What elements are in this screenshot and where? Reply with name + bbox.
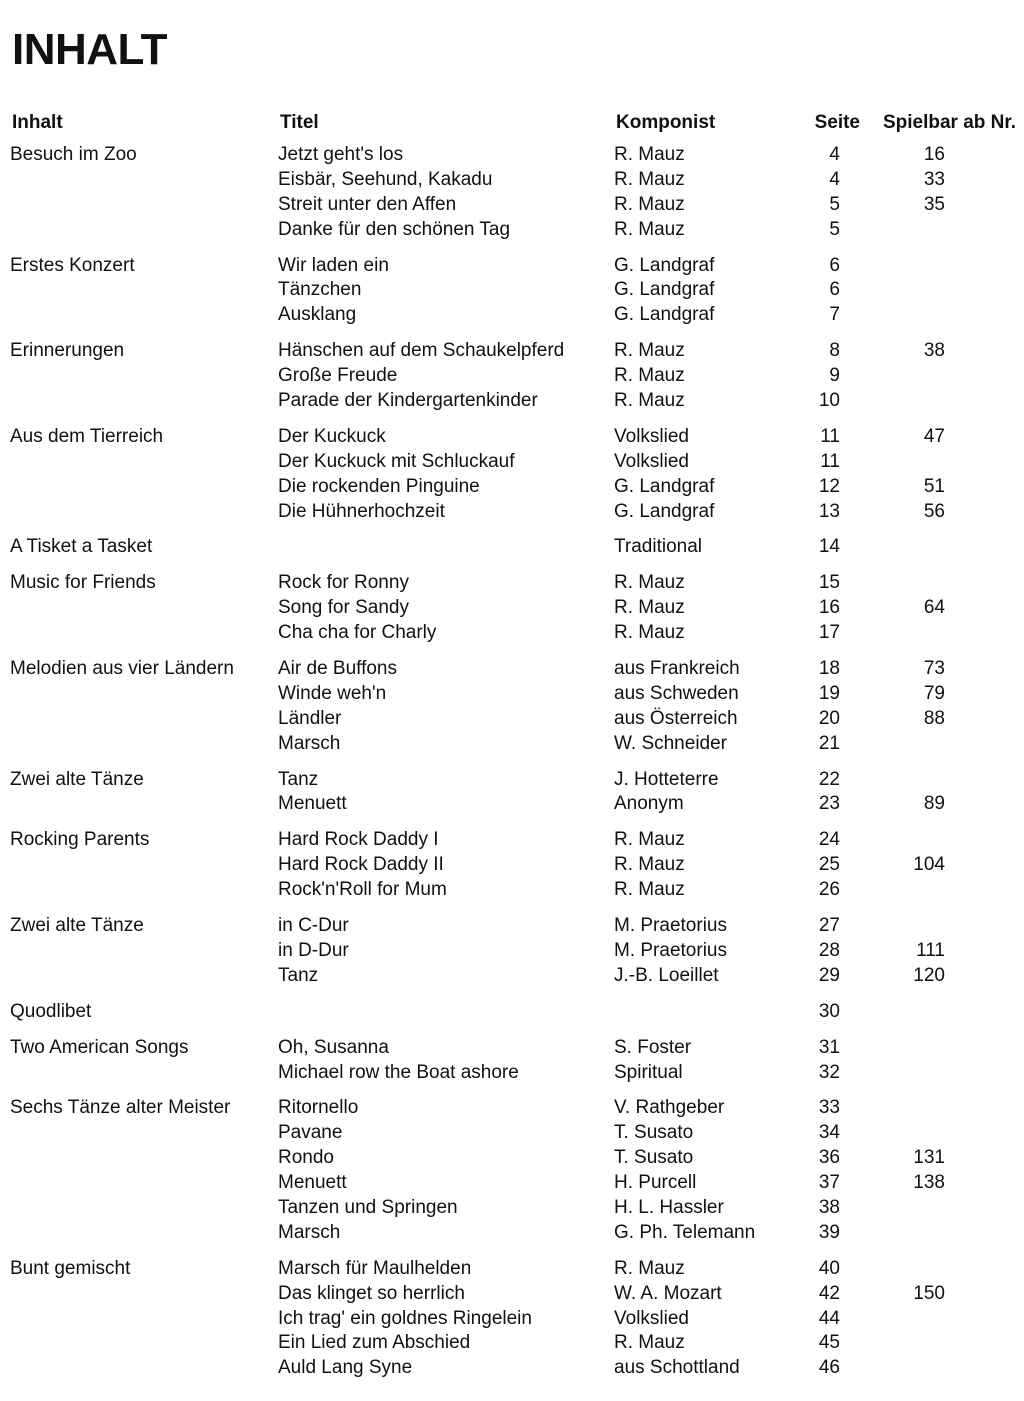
page-number: 33: [818, 1097, 840, 1119]
page-number: 14: [818, 536, 840, 558]
composer-name: H. L. Hassler: [614, 1196, 724, 1218]
playable-from-number: 138: [913, 1172, 945, 1194]
page-number: 42: [818, 1282, 840, 1304]
table-row: [0, 339, 1024, 364]
playable-from-number: 79: [923, 682, 945, 704]
toc-group: [0, 1096, 1024, 1245]
section-name: A Tisket a Tasket: [10, 536, 153, 558]
table-row: [0, 914, 1024, 939]
page-number: 6: [829, 279, 840, 301]
composer-name: R. Mauz: [614, 829, 685, 851]
composer-name: G. Landgraf: [614, 254, 715, 276]
page-number: 26: [818, 879, 840, 901]
playable-from-number: 111: [916, 939, 945, 961]
table-row: [0, 964, 1024, 989]
toc-group: [0, 768, 1024, 818]
table-row: [0, 450, 1024, 475]
toc-group: [0, 143, 1024, 243]
table-row: [0, 853, 1024, 878]
piece-title: Menuett: [278, 1172, 347, 1194]
table-row: [0, 596, 1024, 621]
page-number: 12: [818, 475, 840, 497]
column-header-section: Inhalt: [12, 112, 63, 133]
piece-title: Ausklang: [278, 304, 357, 326]
page-number: 11: [820, 425, 840, 447]
piece-title: Der Kuckuck mit Schluckauf: [278, 450, 515, 472]
page-number: 7: [829, 304, 840, 326]
piece-title: Menuett: [278, 793, 347, 815]
piece-title: Rondo: [278, 1147, 334, 1169]
composer-name: R. Mauz: [614, 365, 685, 387]
composer-name: Volkslied: [614, 1307, 689, 1329]
composer-name: R. Mauz: [614, 572, 685, 594]
page-number: 5: [829, 218, 840, 240]
piece-title: Danke für den schönen Tag: [278, 218, 511, 240]
toc-group: [0, 571, 1024, 646]
page-number: 10: [818, 390, 840, 412]
composer-name: Spiritual: [614, 1061, 683, 1083]
composer-name: aus Österreich: [614, 707, 738, 729]
piece-title: Die rockenden Pinguine: [278, 475, 480, 497]
composer-name: T. Susato: [614, 1147, 694, 1169]
table-row: [0, 707, 1024, 732]
piece-title: Rock for Ronny: [278, 572, 409, 594]
table-row: [0, 1146, 1024, 1171]
page-number: 22: [818, 768, 840, 790]
toc-group: [0, 535, 1024, 560]
page-number: 32: [818, 1061, 840, 1083]
section-name: Zwei alte Tänze: [10, 768, 144, 790]
playable-from-number: 56: [923, 500, 945, 522]
toc-group: [0, 1257, 1024, 1381]
page-number: 23: [818, 793, 840, 815]
page-number: 46: [818, 1357, 840, 1379]
piece-title: Air de Buffons: [278, 658, 398, 680]
table-row: [0, 500, 1024, 525]
piece-title: Ich trag' ein goldnes Ringelein: [278, 1307, 532, 1329]
piece-title: Hard Rock Daddy I: [278, 829, 439, 851]
section-name: Quodlibet: [10, 1000, 92, 1022]
playable-from-number: 89: [923, 793, 945, 815]
page-number: 34: [818, 1122, 840, 1144]
table-row: [0, 168, 1024, 193]
playable-from-number: 47: [923, 425, 945, 447]
piece-title: Auld Lang Syne: [278, 1357, 413, 1379]
piece-title: Oh, Susanna: [278, 1036, 389, 1058]
playable-from-number: 64: [923, 597, 945, 619]
section-name: Two American Songs: [10, 1036, 189, 1058]
page-number: 30: [818, 1000, 840, 1022]
piece-title: Die Hühnerhochzeit: [278, 500, 445, 522]
composer-name: R. Mauz: [614, 340, 685, 362]
playable-from-number: 131: [913, 1147, 945, 1169]
page-number: 39: [818, 1221, 840, 1243]
page-number: 45: [818, 1332, 840, 1354]
section-name: Melodien aus vier Ländern: [10, 658, 234, 680]
table-row: [0, 1061, 1024, 1086]
playable-from-number: 104: [913, 854, 945, 876]
piece-title: Ritornello: [278, 1097, 359, 1119]
page-number: 27: [818, 915, 840, 937]
page-number: 24: [818, 829, 840, 851]
toc-group: [0, 254, 1024, 329]
piece-title: Michael row the Boat ashore: [278, 1061, 519, 1083]
toc-group: [0, 657, 1024, 757]
table-row: [0, 254, 1024, 279]
page-number: 6: [829, 254, 840, 276]
composer-name: T. Susato: [614, 1122, 694, 1144]
table-row: [0, 218, 1024, 243]
table-row: [0, 389, 1024, 414]
toc-group: [0, 914, 1024, 989]
table-row: [0, 732, 1024, 757]
piece-title: Jetzt geht's los: [278, 144, 404, 165]
page-number: 4: [829, 168, 840, 190]
page-number: 36: [818, 1147, 840, 1169]
composer-name: Traditional: [614, 536, 703, 558]
table-row: [0, 1257, 1024, 1282]
composer-name: S. Foster: [614, 1036, 692, 1058]
composer-name: aus Schweden: [614, 682, 739, 704]
composer-name: M. Praetorius: [614, 915, 727, 937]
toc-group: [0, 1036, 1024, 1086]
page-number: 9: [829, 365, 840, 387]
playable-from-number: 35: [923, 193, 945, 215]
piece-title: Tänzchen: [278, 279, 362, 301]
composer-name: R. Mauz: [614, 1332, 685, 1354]
table-row: [0, 143, 1024, 168]
page-number: 37: [818, 1172, 840, 1194]
table-row: [0, 1121, 1024, 1146]
table-row: [0, 535, 1024, 560]
composer-name: G. Landgraf: [614, 475, 715, 497]
playable-from-number: 51: [923, 475, 945, 497]
section-name: Zwei alte Tänze: [10, 915, 144, 937]
composer-name: R. Mauz: [614, 144, 685, 165]
table-of-contents: [0, 143, 1024, 1392]
table-row: [0, 1196, 1024, 1221]
section-name: Music for Friends: [10, 572, 156, 594]
toc-group: [0, 1000, 1024, 1025]
composer-name: Volkslied: [614, 425, 689, 447]
page-number: 44: [818, 1307, 840, 1329]
table-row: [0, 303, 1024, 328]
section-name: Besuch im Zoo: [10, 144, 137, 165]
composer-name: H. Purcell: [614, 1172, 697, 1194]
table-row: [0, 364, 1024, 389]
page-number: 13: [818, 500, 840, 522]
page-number: 31: [818, 1036, 840, 1058]
page-number: 25: [818, 854, 840, 876]
piece-title: Tanzen und Springen: [278, 1196, 458, 1218]
piece-title: Pavane: [278, 1122, 343, 1144]
piece-title: Marsch für Maulhelden: [278, 1257, 472, 1279]
piece-title: Song for Sandy: [278, 597, 409, 619]
playable-from-number: 150: [913, 1282, 945, 1304]
table-row: [0, 939, 1024, 964]
table-row: [0, 1331, 1024, 1356]
composer-name: G. Landgraf: [614, 500, 715, 522]
playable-from-number: 88: [923, 707, 945, 729]
piece-title: Marsch: [278, 1221, 341, 1243]
table-row: [0, 768, 1024, 793]
page-number: 15: [818, 572, 840, 594]
piece-title: Große Freude: [278, 365, 398, 387]
page-number: 11: [820, 450, 840, 472]
composer-name: aus Frankreich: [614, 658, 740, 680]
composer-name: R. Mauz: [614, 218, 685, 240]
piece-title: Wir laden ein: [278, 254, 389, 276]
composer-name: R. Mauz: [614, 390, 685, 412]
page-number: 19: [818, 682, 840, 704]
table-row: [0, 425, 1024, 450]
table-row: [0, 1036, 1024, 1061]
composer-name: aus Schottland: [614, 1357, 740, 1379]
table-row: [0, 571, 1024, 596]
composer-name: Volkslied: [614, 450, 689, 472]
composer-name: V. Rathgeber: [614, 1097, 725, 1119]
page-number: 18: [818, 658, 840, 680]
composer-name: G. Landgraf: [614, 279, 715, 301]
piece-title: Hänschen auf dem Schaukelpferd: [278, 340, 565, 362]
column-header-composer: Komponist: [616, 112, 716, 133]
piece-title: Parade der Kindergartenkinder: [278, 390, 538, 412]
section-name: Rocking Parents: [10, 829, 150, 851]
section-name: Bunt gemischt: [10, 1257, 131, 1279]
piece-title: Das klinget so herrlich: [278, 1282, 465, 1304]
composer-name: M. Praetorius: [614, 939, 727, 961]
section-name: Erstes Konzert: [10, 254, 135, 276]
table-row: [0, 657, 1024, 682]
composer-name: G. Landgraf: [614, 304, 715, 326]
table-row: [0, 1221, 1024, 1246]
page-number: 28: [818, 939, 840, 961]
composer-name: R. Mauz: [614, 879, 685, 901]
composer-name: R. Mauz: [614, 168, 685, 190]
section-name: Aus dem Tierreich: [10, 425, 164, 447]
piece-title: Streit unter den Affen: [278, 193, 457, 215]
composer-name: R. Mauz: [614, 622, 685, 644]
column-header-playable: Spielbar ab Nr.: [882, 112, 1016, 133]
table-row: [0, 878, 1024, 903]
page-number: 21: [818, 732, 840, 754]
piece-title: Eisbär, Seehund, Kakadu: [278, 168, 493, 190]
page-number: 38: [818, 1196, 840, 1218]
table-row: [0, 1356, 1024, 1381]
table-row: [0, 1096, 1024, 1121]
toc-group: [0, 339, 1024, 414]
composer-name: R. Mauz: [614, 193, 685, 215]
table-row: [0, 193, 1024, 218]
table-row: [0, 792, 1024, 817]
piece-title: Tanz: [278, 768, 319, 790]
composer-name: Anonym: [614, 793, 684, 815]
piece-title: Winde weh'n: [278, 682, 387, 704]
column-header-page: Seite: [814, 112, 860, 133]
playable-from-number: 33: [923, 168, 945, 190]
playable-from-number: 73: [923, 658, 945, 680]
toc-group: [0, 828, 1024, 903]
piece-title: in C-Dur: [278, 915, 349, 937]
table-row: [0, 1307, 1024, 1332]
composer-name: J.-B. Loeillet: [614, 964, 719, 986]
page-number: 17: [818, 622, 840, 644]
composer-name: R. Mauz: [614, 1257, 685, 1279]
page-number: 29: [818, 964, 840, 986]
piece-title: Ländler: [278, 707, 342, 729]
page-number: 4: [829, 144, 840, 165]
table-row: [0, 1000, 1024, 1025]
piece-title: Ein Lied zum Abschied: [278, 1332, 471, 1354]
table-row: [0, 1282, 1024, 1307]
piece-title: Hard Rock Daddy II: [278, 854, 444, 876]
piece-title: Marsch: [278, 732, 341, 754]
table-row: [0, 475, 1024, 500]
toc-group: [0, 425, 1024, 525]
table-row: [0, 1171, 1024, 1196]
composer-name: G. Ph. Telemann: [614, 1221, 756, 1243]
page-title: INHALT: [12, 25, 168, 74]
composer-name: R. Mauz: [614, 854, 685, 876]
composer-name: J. Hotteterre: [614, 768, 719, 790]
piece-title: Der Kuckuck: [278, 425, 386, 447]
page-number: 8: [829, 340, 840, 362]
page-number: 16: [818, 597, 840, 619]
table-row: [0, 682, 1024, 707]
page-number: 20: [818, 707, 840, 729]
piece-title: Tanz: [278, 964, 319, 986]
composer-name: W. Schneider: [614, 732, 727, 754]
section-name: Sechs Tänze alter Meister: [10, 1097, 231, 1119]
playable-from-number: 120: [913, 964, 945, 986]
page-number: 40: [818, 1257, 840, 1279]
page-number: 5: [829, 193, 840, 215]
column-header-title: Titel: [280, 112, 319, 133]
playable-from-number: 38: [923, 340, 945, 362]
piece-title: in D-Dur: [278, 939, 349, 961]
section-name: Erinnerungen: [10, 340, 125, 362]
table-row: [0, 828, 1024, 853]
table-row: [0, 278, 1024, 303]
piece-title: Cha cha for Charly: [278, 622, 437, 644]
composer-name: R. Mauz: [614, 597, 685, 619]
playable-from-number: 16: [923, 144, 945, 165]
table-row: [0, 621, 1024, 646]
piece-title: Rock'n'Roll for Mum: [278, 879, 447, 901]
composer-name: W. A. Mozart: [614, 1282, 722, 1304]
